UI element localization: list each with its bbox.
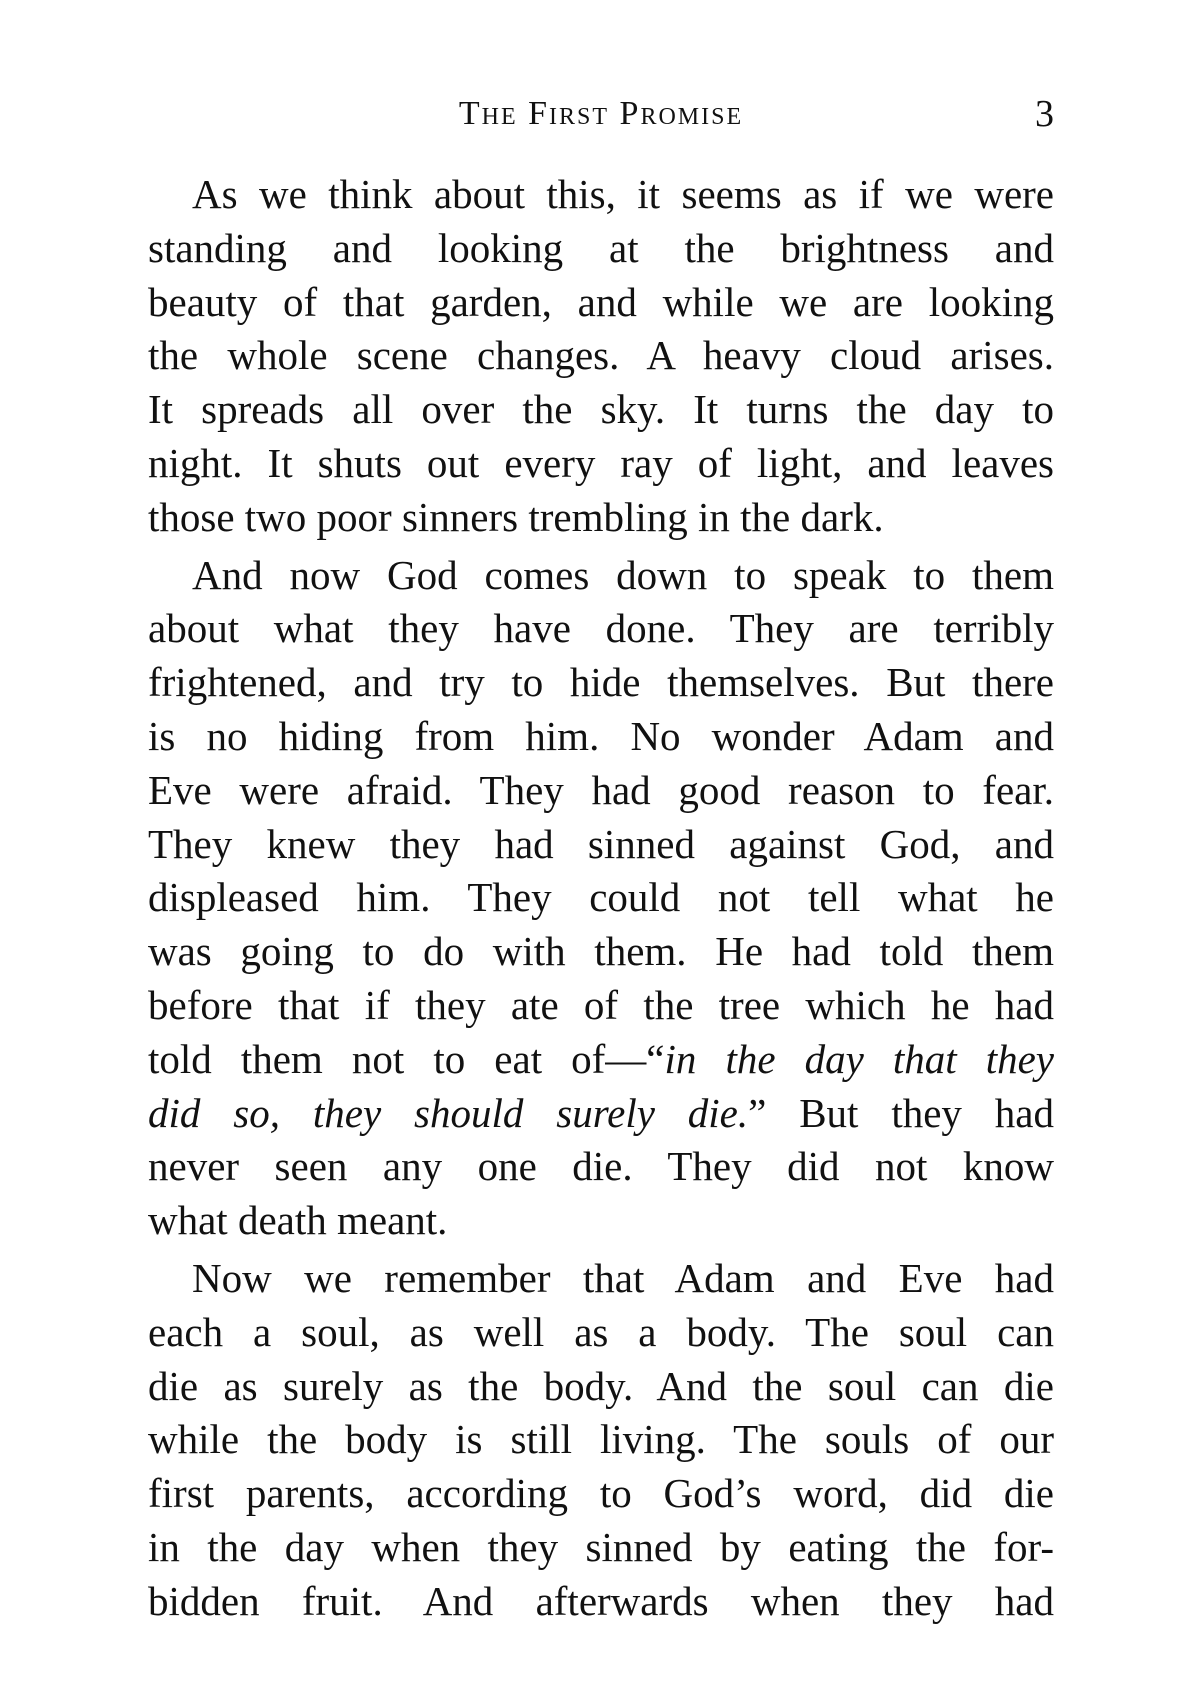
text-line: those two poor sinners trembling in the dark. — [148, 493, 884, 540]
text-line: never seen any one die. They did not know — [148, 1143, 1054, 1190]
text-line: each a soul, as well as a body. The soul can — [148, 1308, 1054, 1355]
text-line: night. It shuts out every ray of light, and leaves — [148, 439, 1054, 486]
text-line: bidden fruit. And afterwards when they had — [148, 1577, 1054, 1624]
running-header — [148, 86, 1054, 142]
paragraph-3 — [148, 1252, 1054, 1629]
text-line — [148, 1087, 1054, 1141]
text-line: before that if they ate of the tree which he had — [148, 981, 1054, 1028]
text-line: displeased him. They could not tell what he — [148, 874, 1054, 921]
quote-lead-in: told them not to eat of—“ — [148, 1035, 665, 1082]
text-line: what death meant. — [148, 1197, 448, 1244]
text-line: Eve were afraid. They had good reason to fear. — [148, 766, 1054, 813]
text-line: the whole scene changes. A heavy cloud arises. — [148, 332, 1054, 379]
text-line: standing and looking at the brightness and — [148, 224, 1054, 271]
italic-quote: did so, they should surely die. — [148, 1089, 749, 1136]
paragraph-1 — [148, 168, 1054, 545]
text-line — [148, 1033, 1054, 1087]
text-line: frightened, and try to hide themselves. But there — [148, 659, 1054, 706]
text-line: about what they have done. They are terribly — [148, 605, 1054, 652]
italic-quote: in the day that they — [664, 1035, 1054, 1082]
paragraph-2 — [148, 549, 1054, 1248]
text-line: beauty of that garden, and while we are looking — [148, 278, 1054, 325]
text-line: It spreads all over the sky. It turns the day to — [148, 386, 1054, 433]
text-line: die as surely as the body. And the soul can die — [148, 1362, 1054, 1409]
text-line: Now we remember that Adam and Eve had — [192, 1254, 1054, 1301]
text-line: in the day when they sinned by eating the for- — [148, 1523, 1054, 1570]
text-line: first parents, according to God’s word, did die — [148, 1470, 1054, 1517]
text-line: is no hiding from him. No wonder Adam and — [148, 712, 1054, 759]
text-line: was going to do with them. He had told them — [148, 928, 1054, 975]
body-text — [148, 168, 1054, 1629]
text-line: They knew they had sinned against God, and — [148, 820, 1054, 867]
text-line: And now God comes down to speak to them — [192, 551, 1054, 598]
text-line: As we think about this, it seems as if we were — [192, 171, 1054, 217]
chapter-title: The First Promise — [458, 95, 744, 132]
page-number: 3 — [1035, 93, 1054, 135]
quote-continuation: ” But they had — [748, 1089, 1054, 1136]
text-line: while the body is still living. The souls of our — [148, 1416, 1054, 1463]
